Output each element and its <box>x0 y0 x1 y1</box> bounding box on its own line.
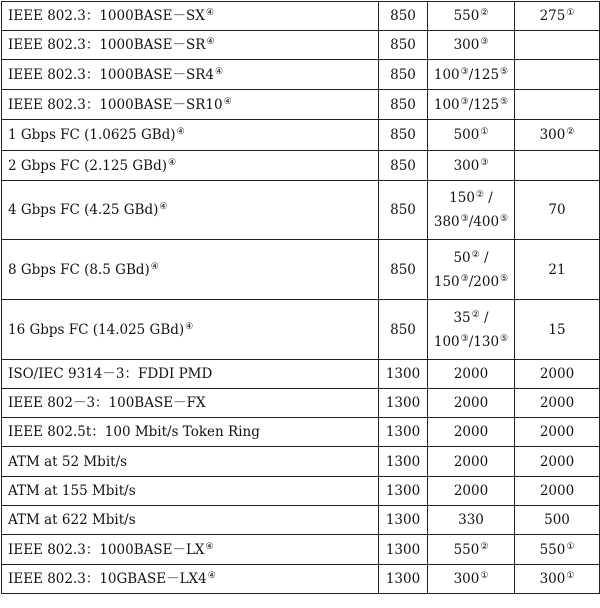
wavelength-cell <box>379 477 428 506</box>
standard-name: 1 Gbps FC (1.0625 GBd) <box>8 127 176 143</box>
distance-cell-a <box>428 31 515 60</box>
footnote-mark: ③ <box>480 157 489 168</box>
standard-name: IEEE 802.3：1000BASE－SR10 <box>8 96 223 113</box>
distance-value: 2000 <box>453 395 489 411</box>
distance-cell-b <box>515 565 600 594</box>
standard-name: 2 Gbps FC (2.125 GBd) <box>8 157 167 174</box>
wavelength-value: 1300 <box>385 512 421 528</box>
distance-value: 2000 <box>453 483 489 499</box>
footnote-mark: ⑤ <box>500 333 509 344</box>
standard-cell <box>2 447 379 477</box>
footnote-mark: ④ <box>159 202 168 212</box>
table-row <box>2 240 600 300</box>
distance-value: 300 <box>539 571 566 587</box>
standard-name: IEEE 802.3：1000BASE－SX <box>8 8 205 24</box>
footnote-mark: ③ <box>460 333 469 344</box>
distance-value: 275 <box>539 8 566 24</box>
wavelength-cell <box>379 506 428 535</box>
footnote-mark: ② <box>475 190 484 200</box>
wavelength-value: 1300 <box>385 395 421 411</box>
wavelength-cell <box>379 535 428 565</box>
distance-cell-a <box>428 565 515 594</box>
table-row <box>2 477 600 506</box>
wavelength-value: 1300 <box>385 453 421 470</box>
distance-cell-a <box>428 360 515 389</box>
wavelength-value: 850 <box>390 261 416 278</box>
standard-name: IEEE 802.5t：100 Mbit/s Token Ring <box>8 424 260 440</box>
distance-value: 15 <box>548 321 566 338</box>
distance-value: 100 <box>433 96 460 113</box>
distance-cell-b <box>515 300 600 360</box>
standard-name: ATM at 52 Mbit/s <box>8 453 128 470</box>
table-row <box>2 389 600 418</box>
footnote-mark: ④ <box>176 127 185 137</box>
distance-value: 2000 <box>453 424 489 440</box>
wavelength-cell <box>379 300 428 360</box>
wavelength-value: 850 <box>390 157 416 174</box>
standard-name: 8 Gbps FC (8.5 GBd) <box>8 261 150 278</box>
distance-value: 100 <box>433 66 460 83</box>
standard-cell <box>2 181 379 240</box>
distance-cell-a <box>428 2 515 31</box>
footnote-mark: ④ <box>185 321 194 332</box>
standard-cell <box>2 90 379 120</box>
table-row <box>2 181 600 240</box>
footnote-mark: ⑤ <box>500 273 509 284</box>
standard-cell <box>2 300 379 360</box>
footnote-mark: ④ <box>207 571 216 581</box>
wavelength-value: 1300 <box>385 424 421 440</box>
distance-value: 550 <box>453 541 480 558</box>
table-row <box>2 535 600 565</box>
distance-cell-a <box>428 90 515 120</box>
distance-line <box>430 249 512 267</box>
wavelength-cell <box>379 389 428 418</box>
table-row <box>2 300 600 360</box>
standard-cell <box>2 60 379 90</box>
standard-cell <box>2 120 379 151</box>
distance-cell-b <box>515 477 600 506</box>
wavelength-value: 850 <box>390 66 416 83</box>
standard-name: 16 Gbps FC (14.025 GBd) <box>8 321 185 338</box>
distance-value: /200 <box>468 273 500 290</box>
wavelength-cell <box>379 151 428 181</box>
footnote-mark: ③ <box>460 96 469 107</box>
standard-cell <box>2 151 379 181</box>
distance-cell-a <box>428 535 515 565</box>
standard-cell <box>2 2 379 31</box>
distance-line <box>430 213 512 231</box>
table-row <box>2 2 600 31</box>
distance-cell-a <box>428 181 515 240</box>
distance-cell-a <box>428 447 515 477</box>
standard-name: IEEE 802.3：1000BASE－SR4 <box>8 66 214 83</box>
wavelength-cell <box>379 2 428 31</box>
footnote-mark: ① <box>480 127 489 137</box>
standard-name: ATM at 622 Mbit/s <box>8 512 136 528</box>
footnote-mark: ② <box>480 541 489 552</box>
wavelength-cell <box>379 60 428 90</box>
distance-cell-b <box>515 240 600 300</box>
distance-line <box>430 273 512 291</box>
wavelength-value: 850 <box>390 96 416 113</box>
distance-cell-b <box>515 181 600 240</box>
footnote-mark: ④ <box>205 541 214 552</box>
wavelength-cell <box>379 90 428 120</box>
distance-value: /125 <box>468 96 500 113</box>
fiber-distance-table <box>1 1 600 594</box>
distance-cell-a <box>428 120 515 151</box>
distance-cell-a <box>428 389 515 418</box>
standard-name: IEEE 802.3：10GBASE－LX4 <box>8 571 207 587</box>
table-row <box>2 90 600 120</box>
wavelength-value: 850 <box>390 8 416 24</box>
distance-value: 500 <box>544 512 570 528</box>
distance-value: 300 <box>539 127 566 143</box>
distance-value: 50 <box>453 249 471 266</box>
standard-cell <box>2 535 379 565</box>
wavelength-cell <box>379 31 428 60</box>
standard-name: IEEE 802.3：1000BASE－SR <box>8 37 206 53</box>
distance-line <box>430 333 512 351</box>
distance-cell-b <box>515 535 600 565</box>
wavelength-cell <box>379 120 428 151</box>
distance-cell-a <box>428 240 515 300</box>
wavelength-cell <box>379 565 428 594</box>
distance-cell-b <box>515 418 600 447</box>
footnote-mark: ⑤ <box>500 66 509 77</box>
distance-value: 2000 <box>453 453 489 470</box>
footnote-mark: ① <box>566 571 575 581</box>
footnote-mark: ③ <box>460 66 469 77</box>
wavelength-cell <box>379 418 428 447</box>
distance-cell-b <box>515 2 600 31</box>
footnote-mark: ③ <box>460 273 469 284</box>
footnote-mark: ③ <box>460 214 469 224</box>
distance-value: 2000 <box>539 366 575 382</box>
table-row <box>2 360 600 389</box>
distance-value: 500 <box>453 127 480 143</box>
table-row <box>2 506 600 535</box>
footnote-mark: ② <box>471 309 480 320</box>
footnote-mark: ① <box>480 571 489 581</box>
distance-cell-a <box>428 60 515 90</box>
distance-cell-a <box>428 506 515 535</box>
standard-cell <box>2 360 379 389</box>
distance-value: /400 <box>468 214 500 230</box>
footnote-mark: ④ <box>214 66 224 77</box>
standard-cell <box>2 240 379 300</box>
footnote-mark: ③ <box>480 37 489 47</box>
distance-value: 2000 <box>539 395 575 411</box>
standard-name: IEEE 802.3：1000BASE－LX <box>8 541 205 558</box>
wavelength-value: 1300 <box>385 483 421 499</box>
standard-name: ISO/IEC 9314－3：FDDI PMD <box>8 366 213 382</box>
footnote-mark: ① <box>566 8 575 18</box>
distance-value: 150 <box>449 190 475 206</box>
distance-value: 380 <box>433 214 460 230</box>
distance-value: 70 <box>548 202 566 218</box>
distance-cell-a <box>428 300 515 360</box>
wavelength-value: 1300 <box>385 366 421 382</box>
wavelength-value: 850 <box>390 127 416 143</box>
distance-cell-b <box>515 447 600 477</box>
distance-value: /130 <box>468 333 500 350</box>
standard-name: 4 Gbps FC (4.25 GBd) <box>8 202 159 218</box>
distance-value: / <box>479 309 489 326</box>
distance-value: 2000 <box>539 453 575 470</box>
wavelength-value: 1300 <box>385 571 421 587</box>
wavelength-value: 850 <box>390 202 416 218</box>
table-row <box>2 31 600 60</box>
distance-cell-a <box>428 477 515 506</box>
standard-name: IEEE 802－3：100BASE－FX <box>8 395 206 411</box>
wavelength-value: 850 <box>390 37 416 53</box>
distance-cell-b <box>515 506 600 535</box>
distance-value: 150 <box>433 273 460 290</box>
distance-value: 550 <box>539 541 566 558</box>
footnote-mark: ② <box>480 8 489 18</box>
footnote-mark: ⑤ <box>500 214 509 224</box>
distance-value: 330 <box>458 512 484 528</box>
footnote-mark: ② <box>471 249 480 260</box>
standard-cell <box>2 565 379 594</box>
standard-name: ATM at 155 Mbit/s <box>8 483 136 499</box>
distance-cell-b <box>515 120 600 151</box>
standard-cell <box>2 477 379 506</box>
wavelength-cell <box>379 240 428 300</box>
distance-cell-a <box>428 418 515 447</box>
distance-cell-b <box>515 151 600 181</box>
footnote-mark: ⑤ <box>500 96 509 107</box>
distance-value: 35 <box>453 309 471 326</box>
footnote-mark: ④ <box>150 261 159 272</box>
distance-cell-b <box>515 31 600 60</box>
distance-line <box>430 309 512 327</box>
footnote-mark: ④ <box>167 157 177 168</box>
distance-value: 2000 <box>539 424 575 440</box>
distance-value: / <box>479 249 489 266</box>
distance-value: /125 <box>468 66 500 83</box>
distance-value: / <box>484 190 493 206</box>
distance-cell-a <box>428 151 515 181</box>
table-body <box>2 2 600 594</box>
footnote-mark: ④ <box>223 96 232 107</box>
wavelength-cell <box>379 181 428 240</box>
footnote-mark: ④ <box>206 37 215 47</box>
footnote-mark: ② <box>566 127 575 137</box>
distance-value: 21 <box>548 261 566 278</box>
distance-line <box>430 189 512 207</box>
footnote-mark: ④ <box>205 8 214 18</box>
distance-value: 300 <box>453 571 480 587</box>
table-row <box>2 565 600 594</box>
standard-cell <box>2 31 379 60</box>
wavelength-value: 850 <box>390 321 416 338</box>
footnote-mark: ① <box>566 541 575 552</box>
distance-value: 2000 <box>539 483 575 499</box>
distance-value: 100 <box>433 333 460 350</box>
distance-cell-b <box>515 60 600 90</box>
distance-cell-b <box>515 389 600 418</box>
table-row <box>2 120 600 151</box>
standard-cell <box>2 506 379 535</box>
distance-value: 550 <box>453 8 480 24</box>
standard-cell <box>2 418 379 447</box>
table-row <box>2 447 600 477</box>
standard-cell <box>2 389 379 418</box>
distance-value: 300 <box>453 157 480 174</box>
wavelength-cell <box>379 447 428 477</box>
table-row <box>2 418 600 447</box>
table-row <box>2 60 600 90</box>
wavelength-cell <box>379 360 428 389</box>
distance-cell-b <box>515 90 600 120</box>
table-row <box>2 151 600 181</box>
distance-value: 300 <box>453 37 480 53</box>
distance-cell-b <box>515 360 600 389</box>
wavelength-value: 1300 <box>385 541 421 558</box>
distance-value: 2000 <box>453 366 489 382</box>
